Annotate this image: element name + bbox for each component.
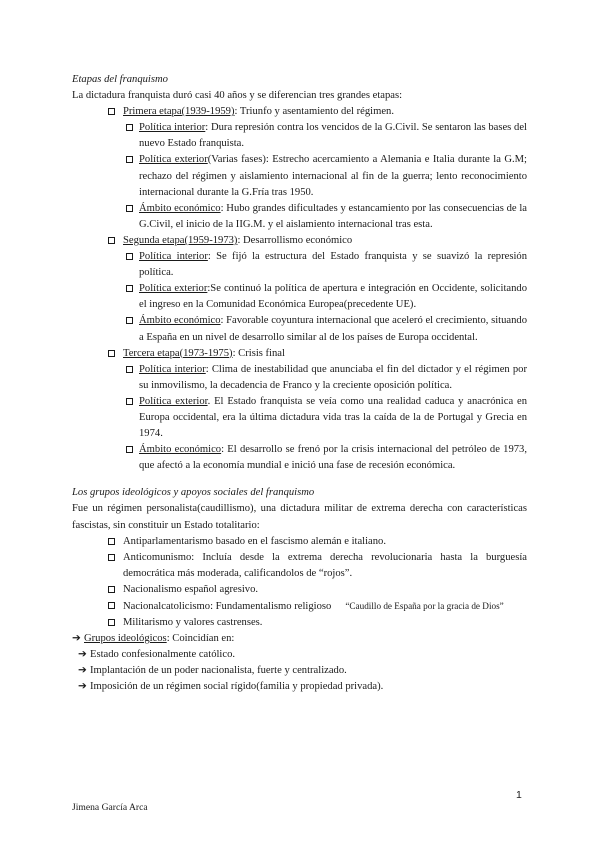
checkbox-bullet-icon <box>108 108 115 115</box>
arrow-right-icon: ➔ <box>78 681 87 693</box>
checkbox-bullet-icon <box>126 253 133 260</box>
stage-item-2: Segunda etapa(1959-1973): Desarrollismo económico <box>72 233 527 249</box>
checkbox-bullet-icon <box>108 586 115 593</box>
checkbox-bullet-icon <box>126 156 133 163</box>
groups-item: ➔ Imposición de un régimen social rígido(familia y propiedad privada). <box>72 679 527 695</box>
motto-quote: “Caudillo de España por la gracia de Dios” <box>345 601 504 611</box>
groups-item: ➔ Implantación de un poder nacionalista, fuerte y centralizado. <box>72 663 527 679</box>
feature-item: Anticomunismo: Incluía desde la extrema derecha revolucionaria hasta la burguesía democrática más moderada, calificandolos de “rojos”. <box>72 550 527 582</box>
checkbox-bullet-icon <box>108 619 115 626</box>
feature-item: Nacionalcatolicismo: Fundamentalismo religioso “Caudillo de España por la gracia de Dios” <box>72 598 527 615</box>
checkbox-bullet-icon <box>126 285 133 292</box>
section-intro-grupos: Fue un régimen personalista(caudillismo), una dictadura militar de extrema derecha con características fascistas, sin constituir un Estado totalitario: <box>72 503 527 531</box>
stage-label: Tercera etapa(1973-1975) <box>123 347 233 359</box>
author-name: Jimena García Arca <box>72 802 148 813</box>
stage-1-subitem: Ámbito económico: Hubo grandes dificultades y estancamiento por las consecuencias de la G.Civil, el inicio de la IIG.M. y el aislamiento internacional tras esta. <box>72 201 527 233</box>
arrow-right-icon: ➔ <box>72 633 81 645</box>
stage-3-subitem: Ámbito económico: El desarrollo se frenó por la crisis internacional del petróleo de 1973, que afectó a la economía mundial e inició una fase de recesión económica. <box>72 442 527 474</box>
checkbox-bullet-icon <box>126 366 133 373</box>
stage-2-subitem: Política exterior:Se continuó la política de apertura e integración en Occidente, solicitando el ingreso en la Comunidad Económica Europea(precedente UE). <box>72 281 527 313</box>
stage-1-subitem: Política exterior(Varias fases): Estrecho acercamiento a Alemania e Italia durante la G.M; rechazo del régimen y aislamiento internacional al fin de la guerra; lento reconocimiento internacional durante la G.Fría tras 1950. <box>72 152 527 200</box>
arrow-right-icon: ➔ <box>78 665 87 677</box>
checkbox-bullet-icon <box>126 398 133 405</box>
section-intro-etapas: La dictadura franquista duró casi 40 años y se diferencian tres grandes etapas: <box>72 90 403 102</box>
checkbox-bullet-icon <box>108 554 115 561</box>
stage-item-1: Primera etapa(1939-1959): Triunfo y asentamiento del régimen. <box>72 104 527 120</box>
section-title-etapas: Etapas del franquismo <box>72 74 168 85</box>
feature-item: Nacionalismo español agresivo. <box>72 582 527 598</box>
stage-item-3: Tercera etapa(1973-1975): Crisis final <box>72 346 527 362</box>
stage-3-subitem: Política interior: Clima de inestabilidad que anunciaba el fin del dictador y el régimen por su inmovilismo, la decadencia de Franco y la creciente oposición política. <box>72 362 527 394</box>
feature-item: Militarismo y valores castrenses. <box>72 615 527 631</box>
groups-item: ➔ Estado confesionalmente católico. <box>72 647 527 663</box>
checkbox-bullet-icon <box>126 446 133 453</box>
checkbox-bullet-icon <box>108 538 115 545</box>
page-number: 1 <box>516 789 522 801</box>
checkbox-bullet-icon <box>126 124 133 131</box>
groups-heading: ➔ Grupos ideológicos: Coincidían en: <box>72 631 527 647</box>
checkbox-bullet-icon <box>108 602 115 609</box>
stage-1-subitem: Política interior: Dura represión contra los vencidos de la G.Civil. Se sentaron las bases del nuevo Estado franquista. <box>72 120 527 152</box>
document-page <box>72 72 527 696</box>
checkbox-bullet-icon <box>126 317 133 324</box>
stage-2-subitem: Ámbito económico: Favorable coyuntura internacional que aceleró el crecimiento, situando a España en un nivel de desarrollo similar al de los países de Europa occidental. <box>72 313 527 345</box>
checkbox-bullet-icon <box>126 205 133 212</box>
stage-2-subitem: Política interior: Se fijó la estructura del Estado franquista y se suavizó la represión política. <box>72 249 527 281</box>
checkbox-bullet-icon <box>108 350 115 357</box>
checkbox-bullet-icon <box>108 237 115 244</box>
stage-3-subitem: Política exterior. El Estado franquista se veía como una realidad caduca y anacrónica en Europa occidental, era la última dictadura vida tras la caída de la de Portugal y Grecia en 1974. <box>72 394 527 442</box>
stage-label: Segunda etapa(1959-1973) <box>123 234 238 246</box>
feature-item: Antiparlamentarismo basado en el fascismo alemán e italiano. <box>72 534 527 550</box>
section-title-grupos: Los grupos ideológicos y apoyos sociales del franquismo <box>72 487 315 499</box>
arrow-right-icon: ➔ <box>78 649 87 661</box>
stage-label: Primera etapa(1939-1959) <box>123 106 235 118</box>
